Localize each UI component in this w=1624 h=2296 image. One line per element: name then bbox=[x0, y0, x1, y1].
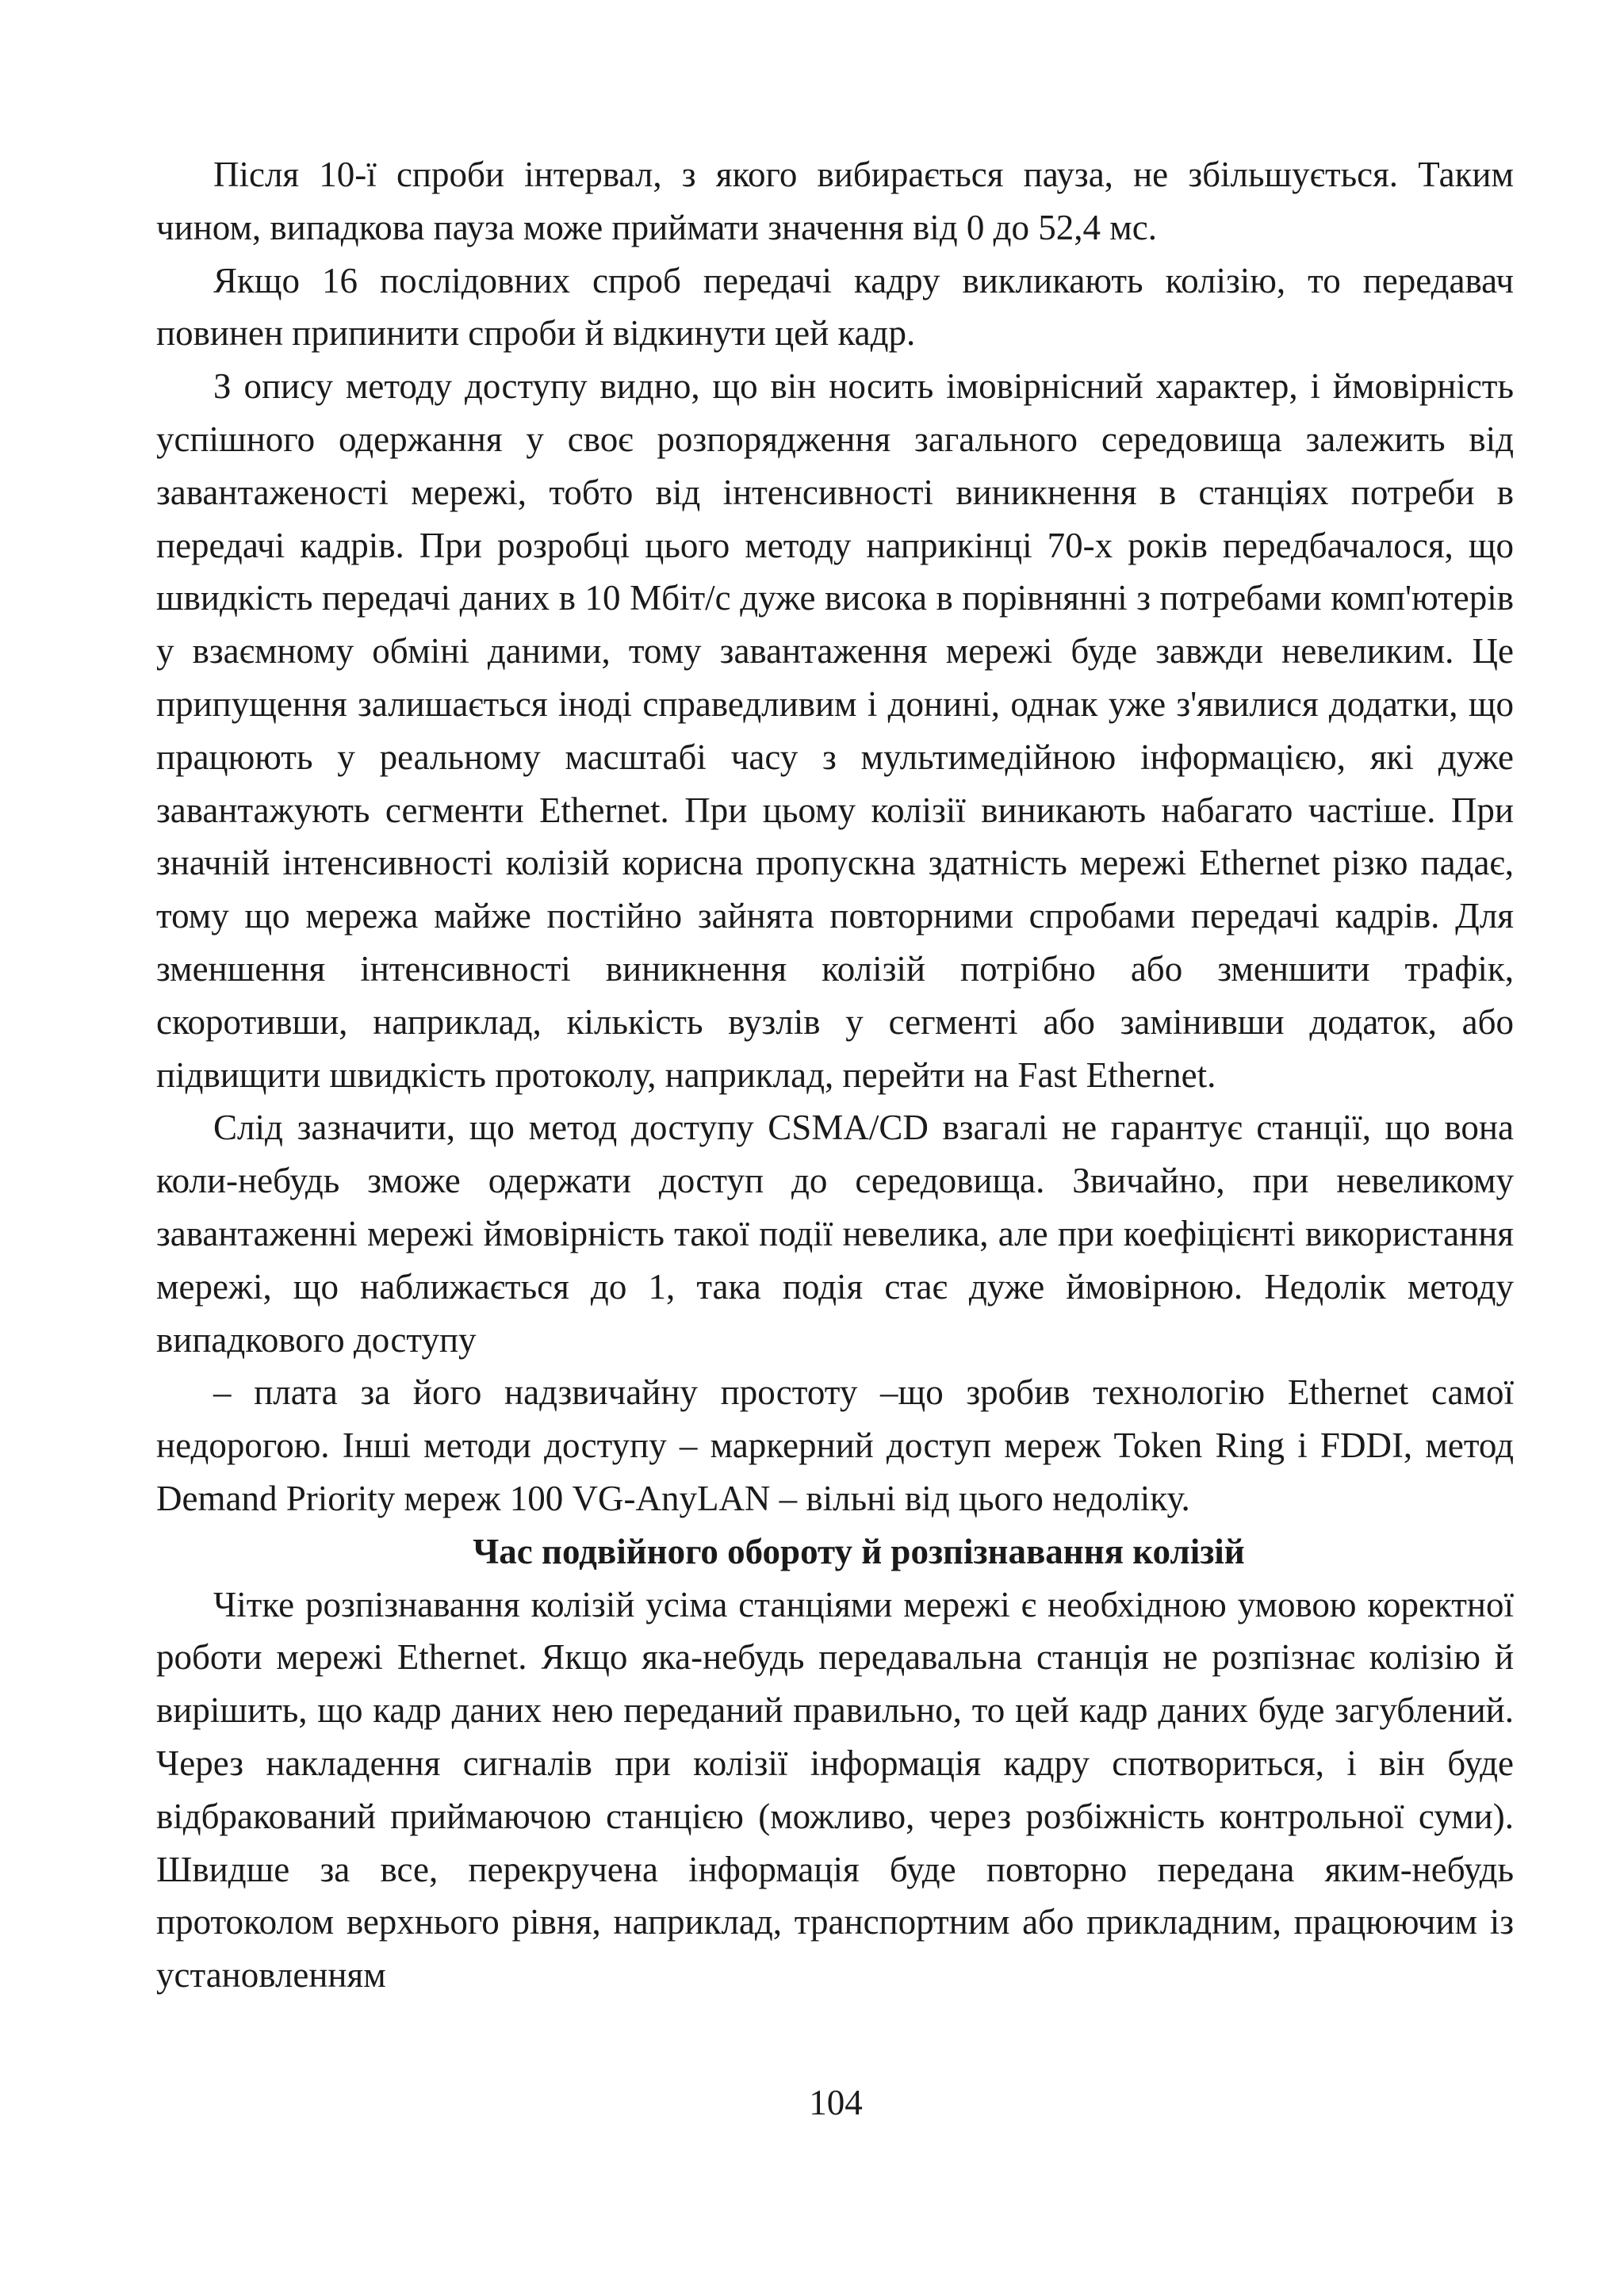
paragraph-random-access-drawback: – плата за його надзвичайну простоту –що зробив технологію Ethernet самої недорогою. Інші методи доступу – маркерний доступ мереж Token Ring і FDDI, метод Demand Priority мереж 100 VG-AnyLAN – вільні від цього недоліку. bbox=[156, 1372, 1514, 1518]
paragraph-csma-cd-guarantee: Слід зазначити, що метод доступу CSMA/CD взагалі не гарантує станції, що вона коли-небудь зможе одержати доступ до середовища. Звичайно, при невеликому завантаженні мережі ймовірність такої події невелика, але при коефіцієнті використання мережі, що наближається до 1, така подія стає дуже ймовірною. Недолік методу випадкового доступу bbox=[156, 1108, 1514, 1360]
text-column bbox=[156, 148, 1514, 2002]
page-number: 104 bbox=[809, 2083, 863, 2122]
section-heading: Час подвійного обороту й розпізнавання колізій bbox=[473, 1531, 1245, 1571]
paragraph-access-method-probability: З опису методу доступу видно, що він носить імовірнісний характер, і ймовірність успішного одержання у своє розпорядження загального середовища залежить від завантаженості мережі, тобто від інтенсивності виникнення в станціях потреби в передачі кадрів. При розробці цього методу наприкінці 70-х років передбачалося, що швидкість передачі даних в 10 Мбіт/с дуже висока в порівнянні з потребами комп'ютерів у взаємному обміні даними, тому завантаження мережі буде завжди невеликим. Це припущення залишається іноді справедливим і донині, однак уже з'явилися додатки, що працюють у реальному масштабі часу з мультимедійною інформацією, які дуже завантажують сегменти Ethernet. При цьому колізії виникають набагато частіше. При значній інтенсивності колізій корисна пропускна здатність мережі Ethernet різко падає, тому що мережа майже постійно зайнята повторними спробами передачі кадрів. Для зменшення інтенсивності виникнення колізій потрібно або зменшити трафік, скоротивши, наприклад, кількість вузлів у сегменті або замінивши додаток, або підвищити швидкість протоколу, наприклад, перейти на Fast Ethernet. bbox=[156, 366, 1514, 1095]
paragraph-retry-interval: Після 10-ї спроби інтервал, з якого вибирається пауза, не збільшується. Таким чином, випадкова пауза може приймати значення від 0 до 52,4 мс. bbox=[156, 155, 1514, 247]
paragraph-sixteen-attempts: Якщо 16 послідовних спроб передачі кадру викликають колізію, то передавач повинен припинити спроби й відкинути цей кадр. bbox=[156, 260, 1514, 354]
paragraph-collision-detection: Чітке розпізнавання колізій усіма станціями мережі є необхідною умовою коректної роботи мережі Ethernet. Якщо яка-небудь передавальна станція не розпізнає колізію й вирішить, що кадр даних нею переданий правильно, то цей кадр даних буде загублений. Через накладення сигналів при колізії інформація кадру спотвориться, і він буде відбракований приймаючою станцією (можливо, через розбіжність контрольної суми). Швидше за все, перекручена інформація буде повторно передана яким-небудь протоколом верхнього рівня, наприклад, транспортним або прикладним, працюючим із установленням bbox=[156, 1584, 1514, 1996]
